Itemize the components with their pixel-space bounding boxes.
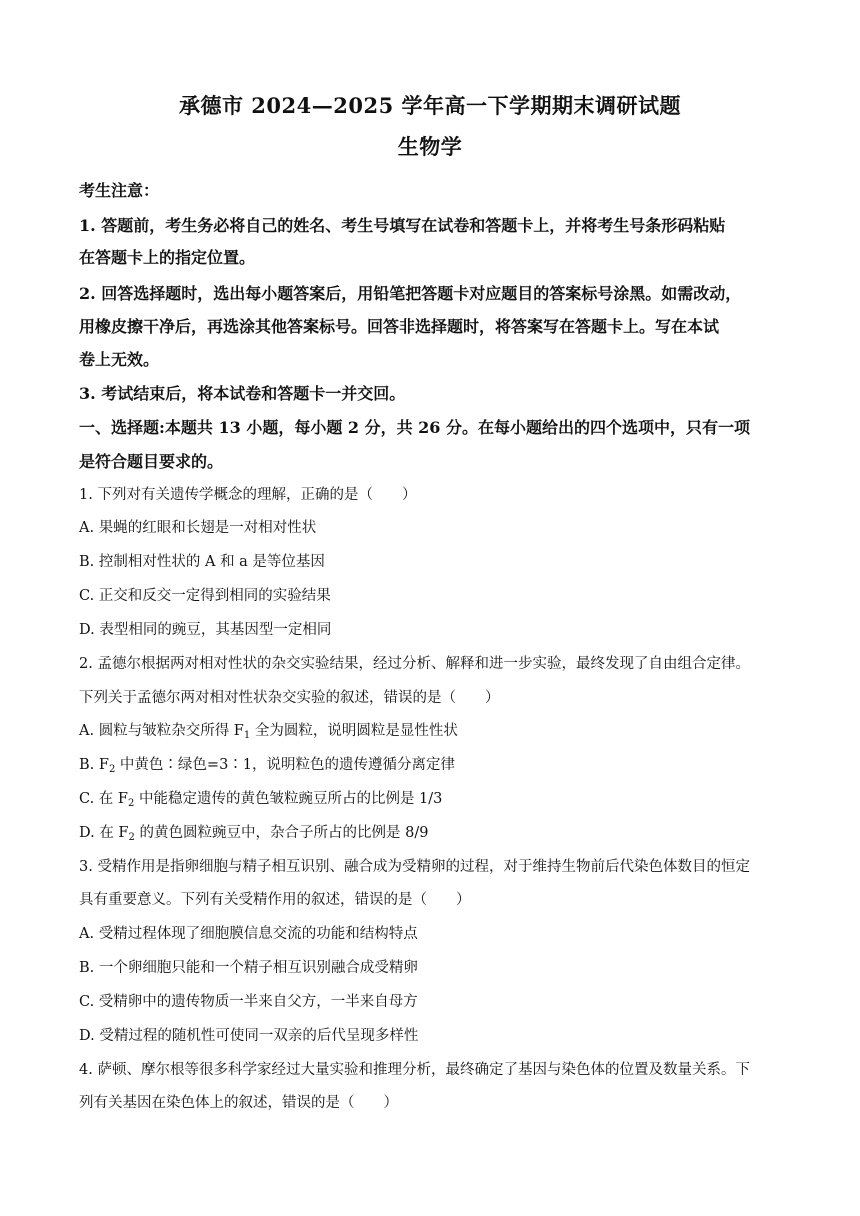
notice-2-line-2: 用橡皮擦干净后，再选涂其他答案标号。回答非选择题时，将答案写在答题卡上。写在本试 xyxy=(79,317,720,336)
notice-1-line-2: 在答题卡上的指定位置。 xyxy=(79,248,256,267)
section-heading-line-1: 一、选择题:本题共 13 小题，每小题 2 分，共 26 分。在每小题给出的四个选项中，只有一项 xyxy=(79,418,750,437)
exam-subject: 生物学 xyxy=(397,134,463,159)
notice-heading: 考生注意： xyxy=(79,181,160,200)
section-heading-line-2: 是符合题目要求的。 xyxy=(79,452,224,471)
question-3-stem-line-1: 3. 受精作用是指卵细胞与精子相互识别、融合成为受精卵的过程，对于维持生物前后代染色体数目的恒定 xyxy=(79,859,750,875)
question-1-stem: 1. 下列对有关遗传学概念的理解，正确的是（ ） xyxy=(79,487,417,503)
question-3-stem-line-2: 具有重要意义。下列有关受精作用的叙述，错误的是（ ） xyxy=(79,892,471,908)
notice-2-line-3: 卷上无效。 xyxy=(79,350,160,369)
question-1-option-c: C. 正交和反交一定得到相同的实验结果 xyxy=(79,588,331,604)
question-1-option-a: A. 果蝇的红眼和长翅是一对相对性状 xyxy=(79,520,317,536)
notice-3: 3. 考试结束后，将本试卷和答题卡一并交回。 xyxy=(79,384,406,403)
question-2-option-c: C. 在 $F_2$ 中能稳定遗传的黄色皱粒豌豆所占的比例是 1/3 xyxy=(79,791,443,809)
question-2-option-a: A. 圆粒与皱粒杂交所得 $F_1$ 全为圆粒，说明圆粒是显性性状 xyxy=(79,723,458,741)
question-1-option-d: D. 表型相同的豌豆，其基因型一定相同 xyxy=(79,622,332,638)
question-3-option-a: A. 受精过程体现了细胞膜信息交流的功能和结构特点 xyxy=(79,926,418,942)
question-3-option-c: C. 受精卵中的遗传物质一半来自父方，一半来自母方 xyxy=(79,994,418,1010)
question-2-stem-line-2: 下列关于孟德尔两对相对性状杂交实验的叙述，错误的是（ ） xyxy=(79,690,500,706)
question-4-stem-line-1: 4. 萨顿、摩尔根等很多科学家经过大量实验和推理分析，最终确定了基因与染色体的位置及数量关系。下 xyxy=(79,1062,750,1078)
notice-2-line-1: 2. 回答选择题时，选出每小题答案后，用铅笔把答题卡对应题目的答案标号涂黑。如需改动， xyxy=(79,284,742,303)
question-3-option-d: D. 受精过程的随机性可使同一双亲的后代呈现多样性 xyxy=(79,1028,419,1044)
question-3-option-b: B. 一个卵细胞只能和一个精子相互识别融合成受精卵 xyxy=(79,960,418,976)
question-2-stem-line-1: 2. 孟德尔根据两对相对性状的杂交实验结果，经过分析、解释和进一步实验，最终发现了自由组合定律。 xyxy=(79,656,750,672)
question-4-stem-line-2: 列有关基因在染色体上的叙述，错误的是（ ） xyxy=(79,1095,398,1111)
exam-title: 承德市 2024—2025 学年高一下学期期末调研试题 xyxy=(178,93,681,118)
question-2-option-b: B. $F_2$ 中黄色∶绿色=3∶1，说明粒色的遗传遵循分离定律 xyxy=(79,757,456,775)
question-1-option-b: B. 控制相对性状的 A 和 a 是等位基因 xyxy=(79,554,325,570)
notice-1-line-1: 1. 答题前，考生务必将自己的姓名、考生号填写在试卷和答题卡上，并将考生号条形码粘贴 xyxy=(79,216,726,235)
question-2-option-d: D. 在 $F_2$ 的黄色圆粒豌豆中，杂合子所占的比例是 8/9 xyxy=(79,825,429,843)
